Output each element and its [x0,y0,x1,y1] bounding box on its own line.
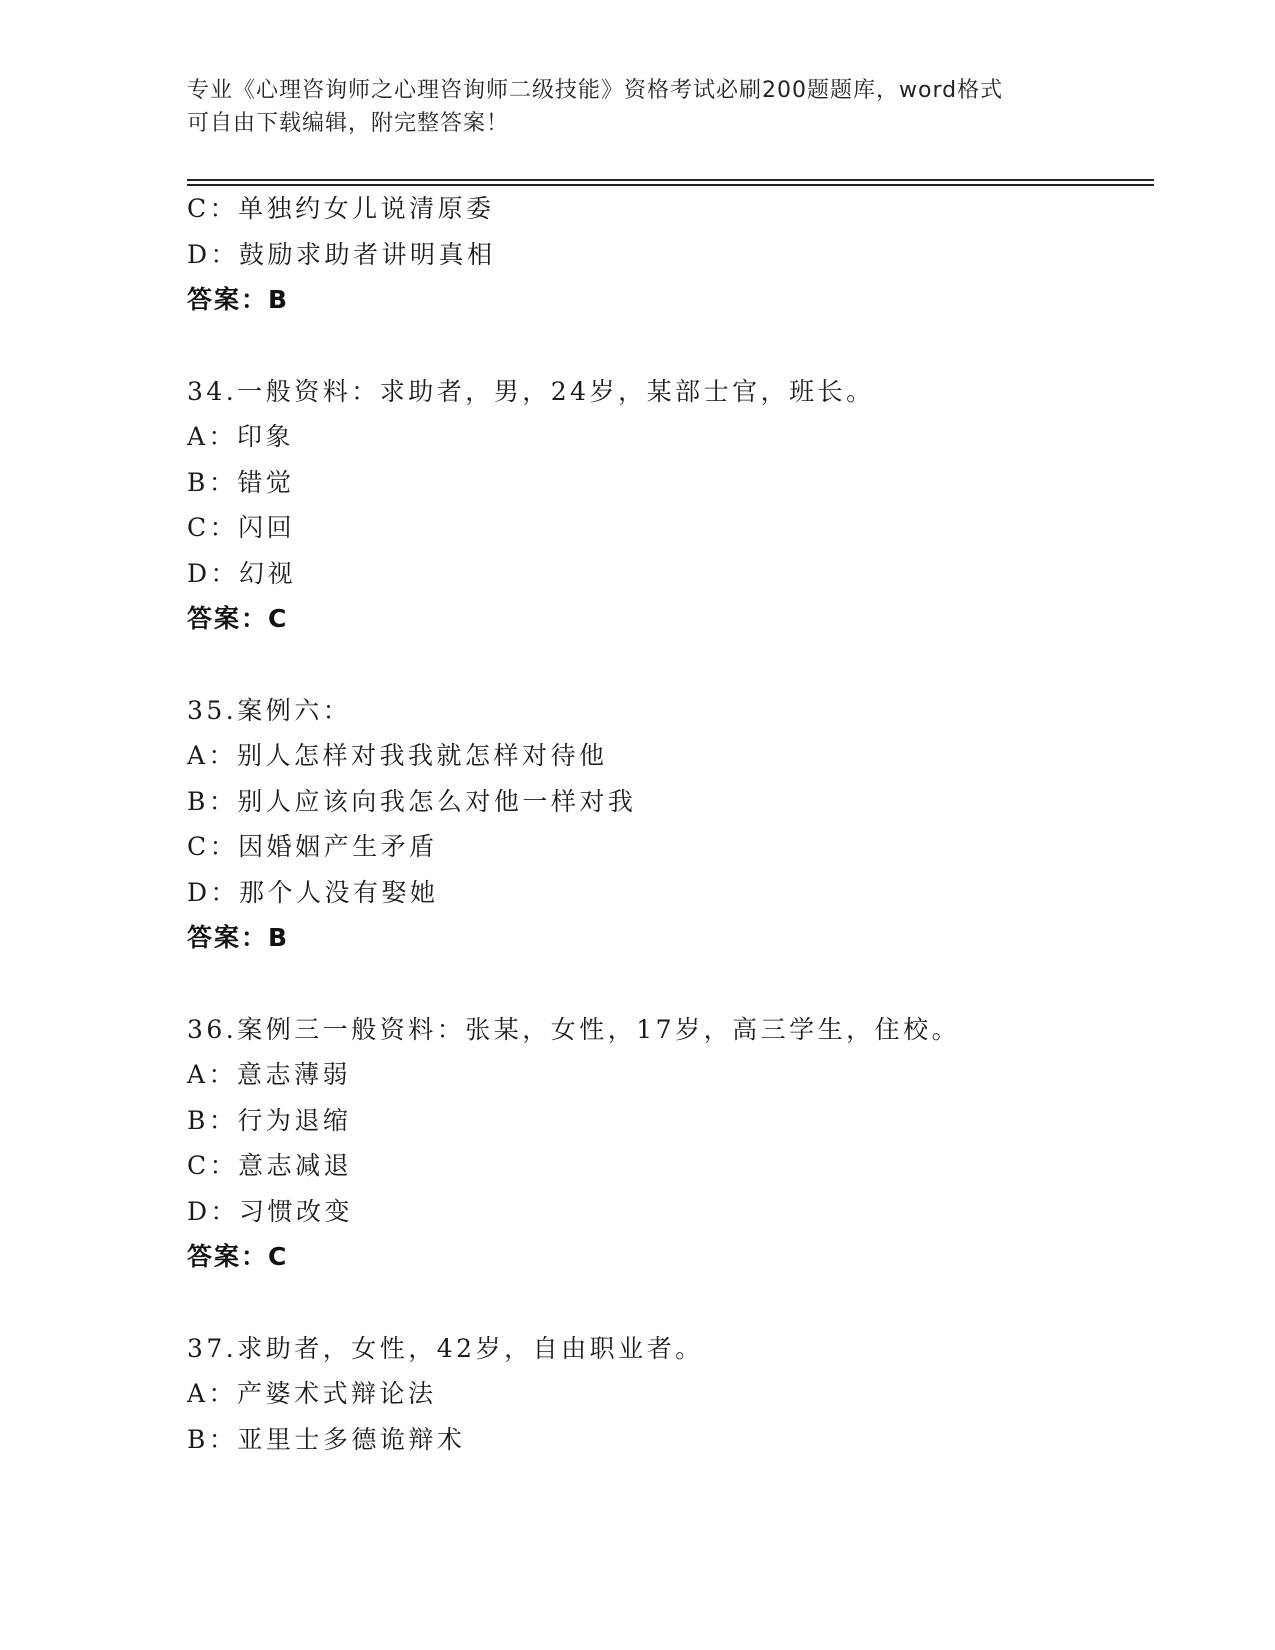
option-c: C：单独约女儿说清原委 [187,194,495,223]
option-d: D：鼓励求助者讲明真相 [187,239,496,269]
option-a: A：产婆术式辩论法 [187,1379,437,1408]
option-c: C：因婚姻产生矛盾 [187,832,438,861]
spacer [187,323,1187,369]
option-a: A：别人怎样对我我就怎样对待他 [187,741,608,770]
header-title-line-1: 专业《心理咨询师之心理咨询师二级技能》资格考试必刷200题题库，word格式 [187,78,1004,103]
question-block [187,1007,1187,1280]
answer-line: 答案：C [187,1242,289,1271]
option-b: B：亚里士多德诡辩术 [187,1424,466,1454]
answer-line: 答案：C [187,604,289,633]
option-a: A：意志薄弱 [187,1060,352,1089]
option-c: C：意志减退 [187,1151,353,1180]
option-d: D：习惯改变 [187,1196,354,1226]
question-stem: 34.一般资料：求助者，男，24岁，某部士官，班长。 [187,376,875,406]
question-block [187,369,1187,642]
answer-line: 答案：B [187,923,290,952]
option-b: B：别人应该向我怎么对他一样对我 [187,786,637,816]
option-b: B：错觉 [187,467,295,497]
question-list [187,186,1187,1462]
header-rule-top [187,179,1154,181]
spacer [187,642,1187,688]
answer-line: 答案：B [187,285,290,314]
option-b: B：行为退缩 [187,1105,352,1135]
spacer [187,961,1187,1007]
question-block [187,186,1187,323]
option-a: A：印象 [187,422,295,451]
spacer [187,1280,1187,1326]
question-stem: 37.求助者，女性，42岁，自由职业者。 [187,1333,704,1363]
option-d: D：幻视 [187,558,297,588]
document-header [187,74,1087,140]
question-block [187,688,1187,961]
option-d: D：那个人没有娶她 [187,877,439,907]
question-block [187,1326,1187,1463]
question-stem: 36.案例三一般资料：张某，女性，17岁，高三学生，住校。 [187,1014,961,1044]
question-stem: 35.案例六： [187,695,352,725]
option-c: C：闪回 [187,513,296,542]
header-title-line-2: 可自由下载编辑，附完整答案！ [187,111,510,136]
